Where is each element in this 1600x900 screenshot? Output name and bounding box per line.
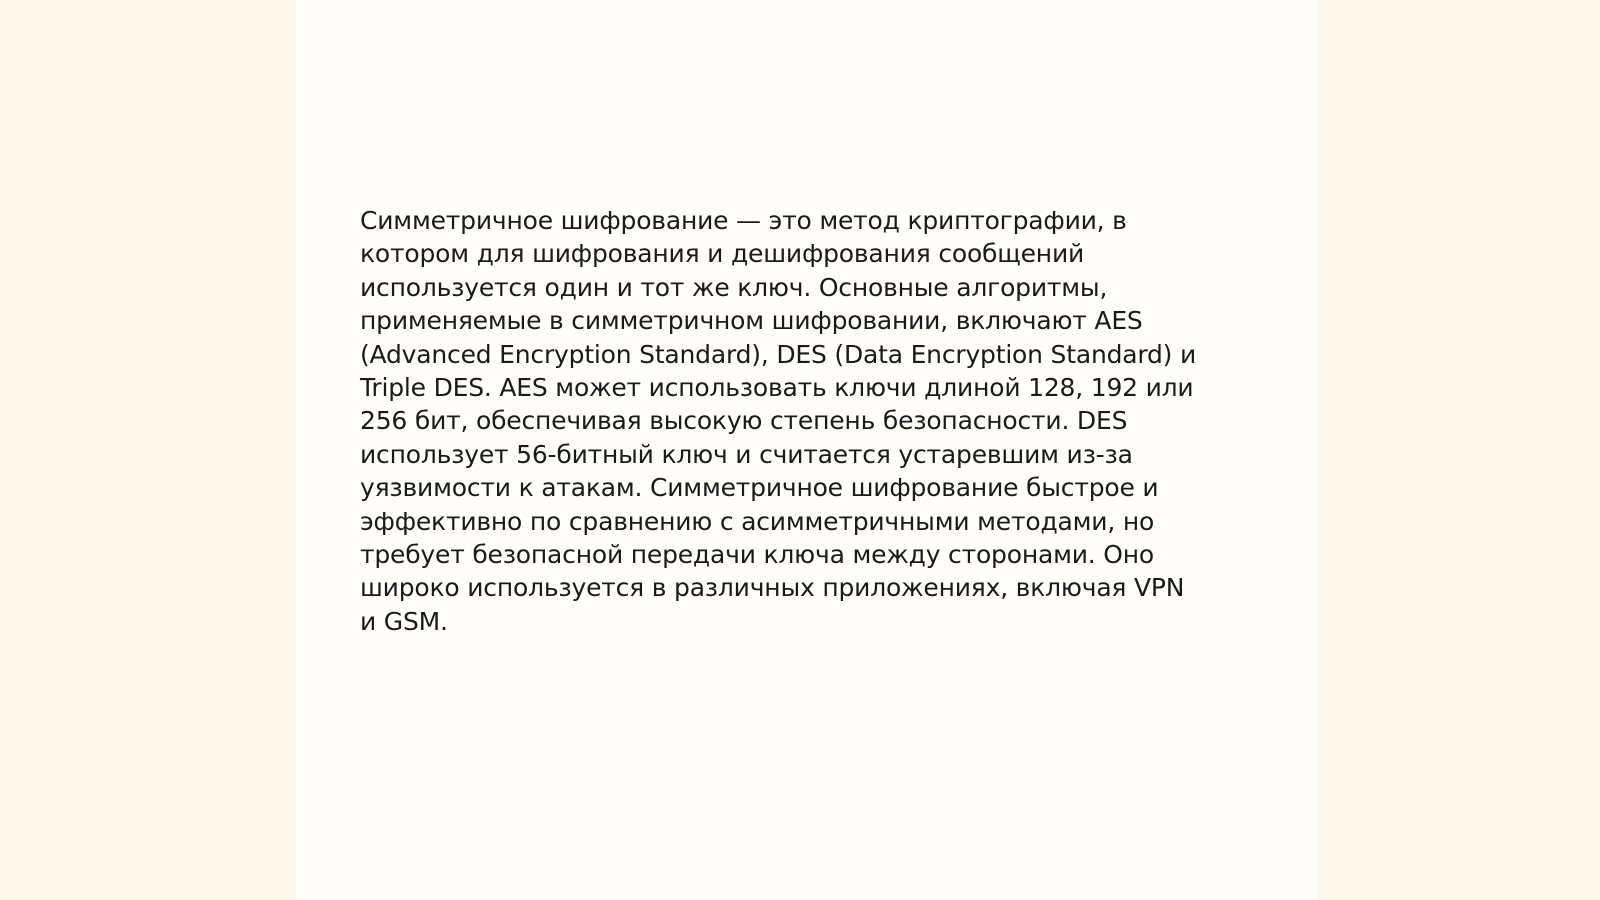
body-paragraph: Симметричное шифрование — это метод криптографии, в котором для шифрования и дешифрования сообщений используется один и тот же ключ. Основные алгоритмы, применяемые в симметричном шифровании, включают AES (Advanced Encryption Standard), DES (Data Encryption Standard) и Triple DES. AES может использовать ключи длиной 128, 192 или 256 бит, обеспечивая высокую степень безопасности. DES использует 56-битный ключ и считается устаревшим из-за уязвимости к атакам. Симметричное шифрование быстрое и эффективно по сравнению с асимметричными методами, но требует безопасной передачи ключа между сторонами. Оно широко используется в различных приложениях, включая VPN и GSM. (360, 206, 1197, 636)
